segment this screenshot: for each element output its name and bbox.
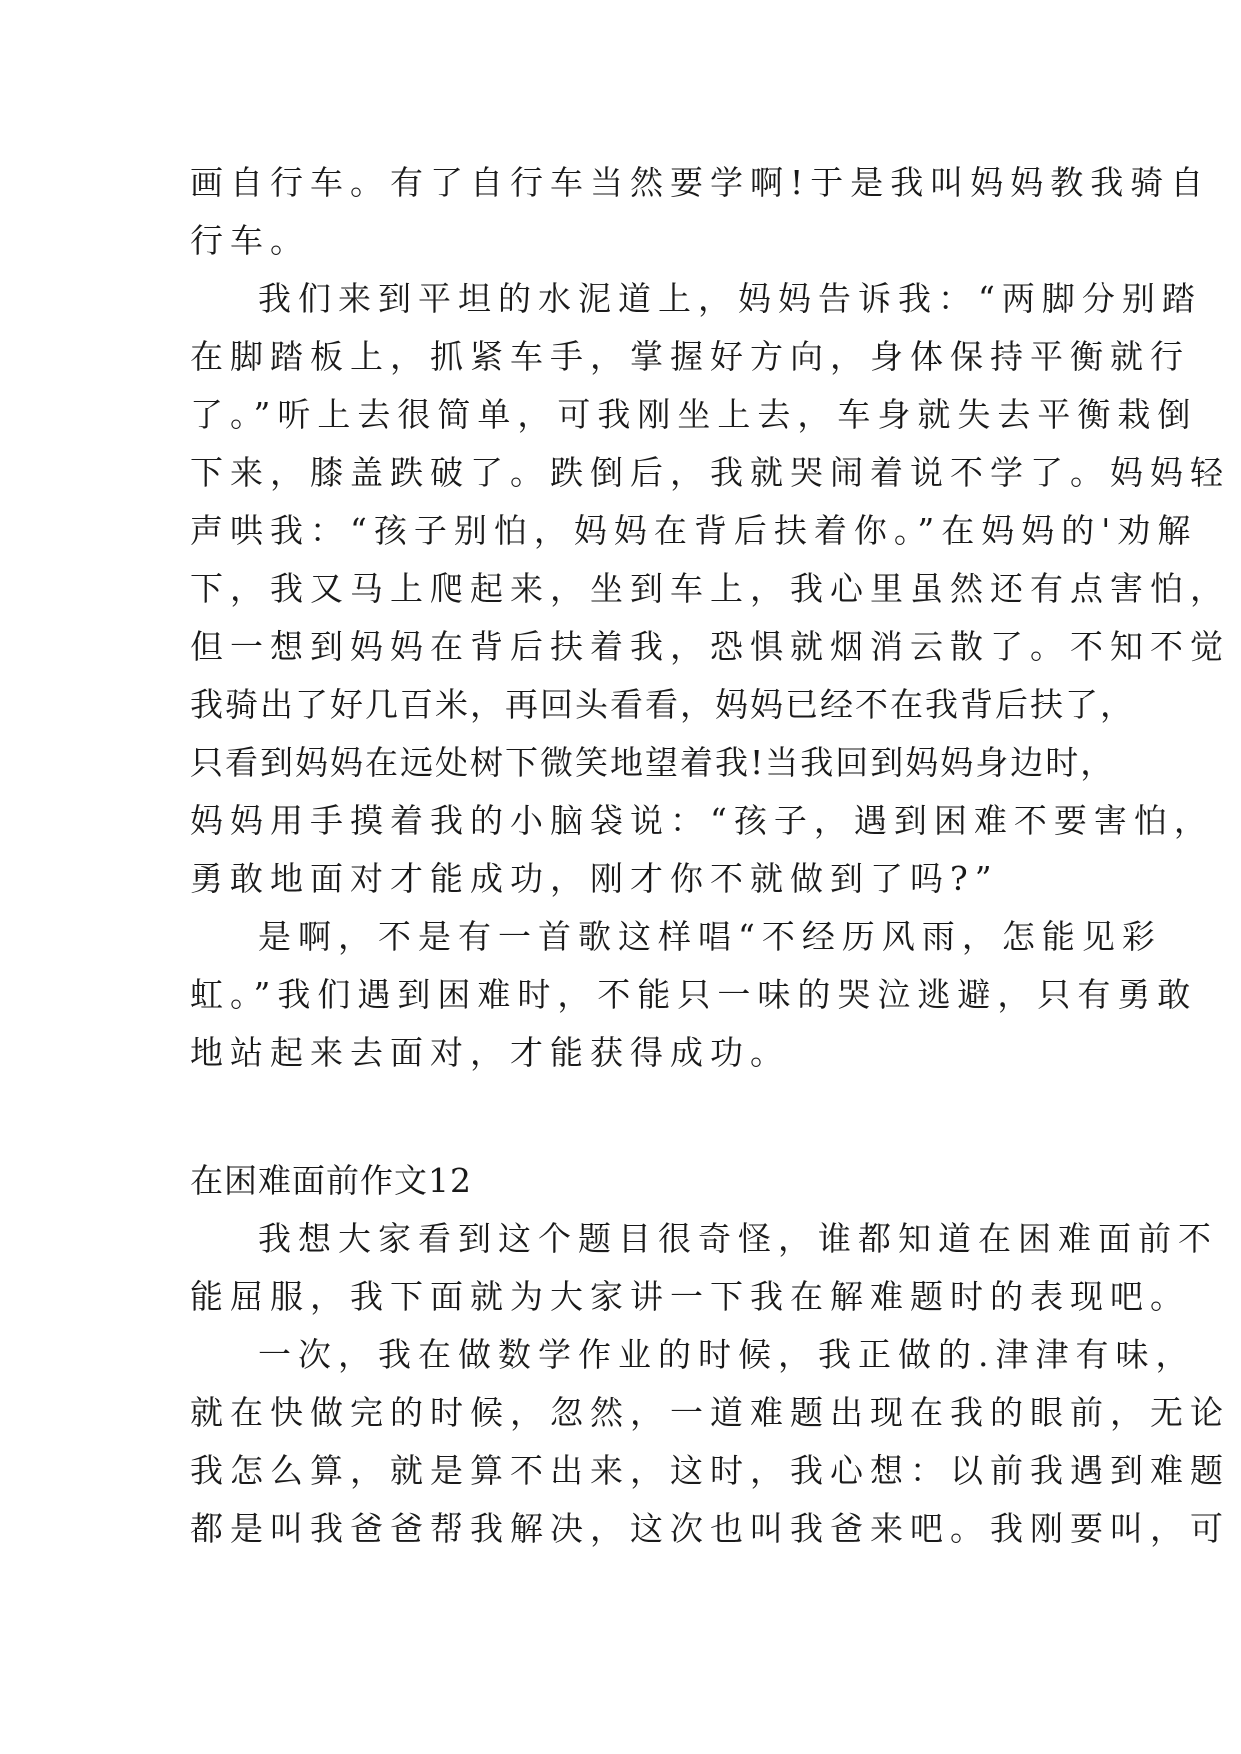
text-line: 我想大家看到这个题目很奇怪，谁都知道在困难面前不 [258, 1219, 1218, 1258]
text-line: 勇敢地面对才能成功，刚才你不就做到了吗?” [190, 859, 999, 898]
text-line: 妈妈用手摸着我的小脑袋说：“孩子，遇到困难不要害怕， [190, 801, 1214, 840]
text-line: 但一想到妈妈在背后扶着我，恐惧就烟消云散了。不知不觉 [190, 627, 1230, 666]
text-line: 声哄我：“孩子别怕，妈妈在背后扶着你。”在妈妈的'劝解 [190, 511, 1198, 550]
text-line: 下，我又马上爬起来，坐到车上，我心里虽然还有点害怕， [190, 569, 1230, 608]
text-line: 地站起来去面对，才能获得成功。 [190, 1033, 790, 1072]
text-line: 只看到妈妈在远处树下微笑地望着我!当我回到妈妈身边时， [190, 743, 1116, 782]
text-line: 能屈服，我下面就为大家讲一下我在解难题时的表现吧。 [190, 1277, 1190, 1316]
text-line: 是啊，不是有一首歌这样唱“不经历风雨，怎能见彩 [258, 917, 1162, 956]
text-line: 就在快做完的时候，忽然，一道难题出现在我的眼前，无论 [190, 1393, 1230, 1432]
section-gap [190, 1082, 1050, 1152]
text-line: 我怎么算，就是算不出来，这时，我心想：以前我遇到难题 [190, 1451, 1230, 1490]
text-line: 我骑出了好几百米，再回头看看，妈妈已经不在我背后扶了， [190, 685, 1135, 724]
text-line: 了。”听上去很简单，可我刚坐上去，车身就失去平衡栽倒 [190, 395, 1198, 434]
text-line: 在脚踏板上，抓紧车手，掌握好方向，身体保持平衡就行 [190, 337, 1190, 376]
paragraph [190, 1326, 1230, 1558]
text-line: 画自行车。有了自行车当然要学啊!于是我叫妈妈教我骑自 [190, 163, 1211, 202]
paragraph [190, 1210, 1218, 1326]
paragraph [190, 270, 1230, 908]
text-line: 虹。”我们遇到困难时，不能只一味的哭泣逃避，只有勇敢 [190, 975, 1198, 1014]
paragraph [190, 908, 1198, 1082]
text-line: 一次，我在做数学作业的时候，我正做的.津津有味， [258, 1335, 1196, 1374]
paragraph [190, 154, 1211, 270]
text-line: 行车。 [190, 221, 310, 260]
text-line: 都是叫我爸爸帮我解决，这次也叫我爸来吧。我刚要叫，可 [190, 1509, 1230, 1548]
text-line: 下来，膝盖跌破了。跌倒后，我就哭闹着说不学了。妈妈轻 [190, 453, 1230, 492]
section-title: 在困难面前作文12 [190, 1161, 472, 1200]
text-line: 我们来到平坦的水泥道上，妈妈告诉我：“两脚分别踏 [258, 279, 1202, 318]
document-page [190, 154, 1230, 1558]
